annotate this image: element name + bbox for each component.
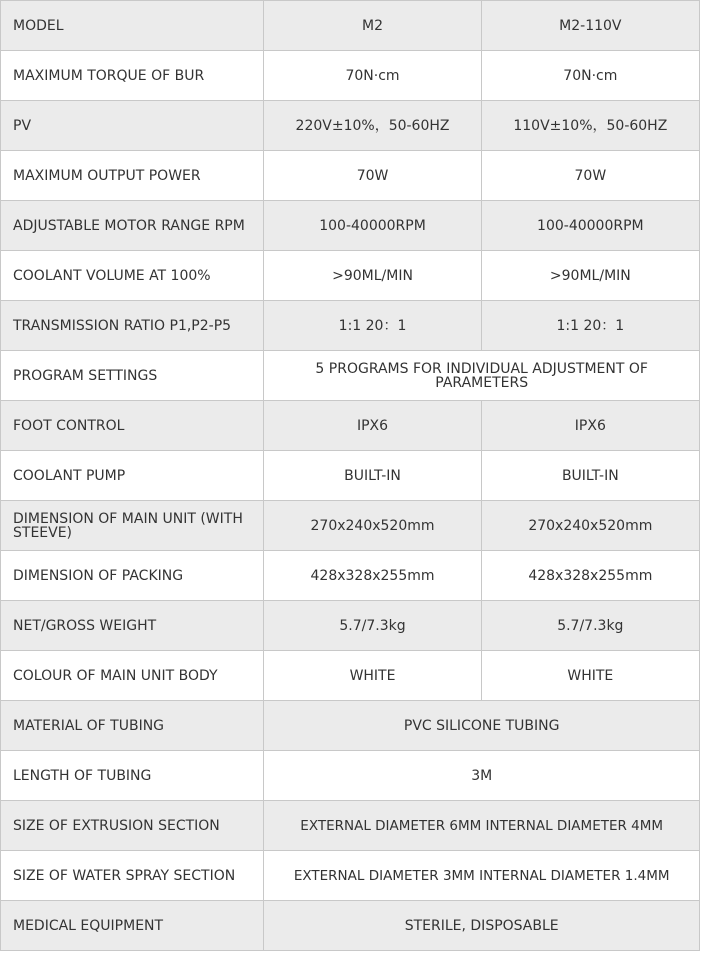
spec-row-foot-control (1, 401, 700, 451)
value-m2-110v: 270x240x520mm (481, 501, 699, 551)
value-m2-110v: 70W (481, 151, 699, 201)
row-label: DIMENSION OF MAIN UNIT (WITH STEEVE) (1, 501, 264, 551)
row-label: FOOT CONTROL (1, 401, 264, 451)
value-m2: IPX6 (264, 401, 481, 451)
spec-row-medical-equipment (1, 901, 700, 951)
value-m2: 1:1 20：1 (264, 301, 481, 351)
row-label: MODEL (1, 1, 264, 51)
value-merged: EXTERNAL DIAMETER 3MM INTERNAL DIAMETER 1.4MM (264, 851, 700, 901)
value-m2: >90ML/MIN (264, 251, 481, 301)
row-label: ADJUSTABLE MOTOR RANGE RPM (1, 201, 264, 251)
spec-row-weight (1, 601, 700, 651)
value-m2-110v: WHITE (481, 651, 699, 701)
spec-row-water-spray-section (1, 851, 700, 901)
value-m2-110v: 5.7/7.3kg (481, 601, 699, 651)
spec-row-colour (1, 651, 700, 701)
value-m2-110v: 428x328x255mm (481, 551, 699, 601)
row-label: MEDICAL EQUIPMENT (1, 901, 264, 951)
spec-row-model (1, 1, 700, 51)
row-label: MAXIMUM TORQUE OF BUR (1, 51, 264, 101)
spec-row-max-torque (1, 51, 700, 101)
value-m2: M2 (264, 1, 481, 51)
value-m2-110v: 70N·cm (481, 51, 699, 101)
spec-row-coolant-pump (1, 451, 700, 501)
value-m2: BUILT-IN (264, 451, 481, 501)
value-merged: PVC SILICONE TUBING (264, 701, 700, 751)
row-label: TRANSMISSION RATIO P1,P2-P5 (1, 301, 264, 351)
value-m2: 428x328x255mm (264, 551, 481, 601)
spec-row-tubing-material (1, 701, 700, 751)
row-label: LENGTH OF TUBING (1, 751, 264, 801)
row-label: SIZE OF EXTRUSION SECTION (1, 801, 264, 851)
spec-row-main-unit-dimension (1, 501, 700, 551)
value-m2: 70N·cm (264, 51, 481, 101)
value-m2-110v: BUILT-IN (481, 451, 699, 501)
row-label: NET/GROSS WEIGHT (1, 601, 264, 651)
value-m2-110v: 1:1 20：1 (481, 301, 699, 351)
row-label: COOLANT VOLUME AT 100% (1, 251, 264, 301)
value-m2: 270x240x520mm (264, 501, 481, 551)
spec-row-tubing-length (1, 751, 700, 801)
value-m2: 100-40000RPM (264, 201, 481, 251)
value-m2: 5.7/7.3kg (264, 601, 481, 651)
spec-row-pv (1, 101, 700, 151)
value-m2: 220V±10%，50-60HZ (264, 101, 481, 151)
value-merged: EXTERNAL DIAMETER 6MM INTERNAL DIAMETER 4MM (264, 801, 700, 851)
row-label: PV (1, 101, 264, 151)
spec-row-motor-range (1, 201, 700, 251)
row-label: MAXIMUM OUTPUT POWER (1, 151, 264, 201)
value-merged: 3M (264, 751, 700, 801)
row-label: COOLANT PUMP (1, 451, 264, 501)
spec-row-transmission-ratio (1, 301, 700, 351)
spec-row-coolant-volume (1, 251, 700, 301)
value-merged: STERILE, DISPOSABLE (264, 901, 700, 951)
row-label: PROGRAM SETTINGS (1, 351, 264, 401)
spec-row-extrusion-section (1, 801, 700, 851)
value-m2-110v: >90ML/MIN (481, 251, 699, 301)
value-merged: 5 PROGRAMS FOR INDIVIDUAL ADJUSTMENT OF PARAMETERS (264, 351, 700, 401)
value-m2-110v: IPX6 (481, 401, 699, 451)
row-label: MATERIAL OF TUBING (1, 701, 264, 751)
value-m2: WHITE (264, 651, 481, 701)
spec-row-packing-dimension (1, 551, 700, 601)
spec-row-max-output-power (1, 151, 700, 201)
row-label: SIZE OF WATER SPRAY SECTION (1, 851, 264, 901)
row-label: COLOUR OF MAIN UNIT BODY (1, 651, 264, 701)
spec-row-program-settings (1, 351, 700, 401)
value-m2-110v: M2-110V (481, 1, 699, 51)
value-m2: 70W (264, 151, 481, 201)
row-label: DIMENSION OF PACKING (1, 551, 264, 601)
value-m2-110v: 110V±10%，50-60HZ (481, 101, 699, 151)
value-m2-110v: 100-40000RPM (481, 201, 699, 251)
